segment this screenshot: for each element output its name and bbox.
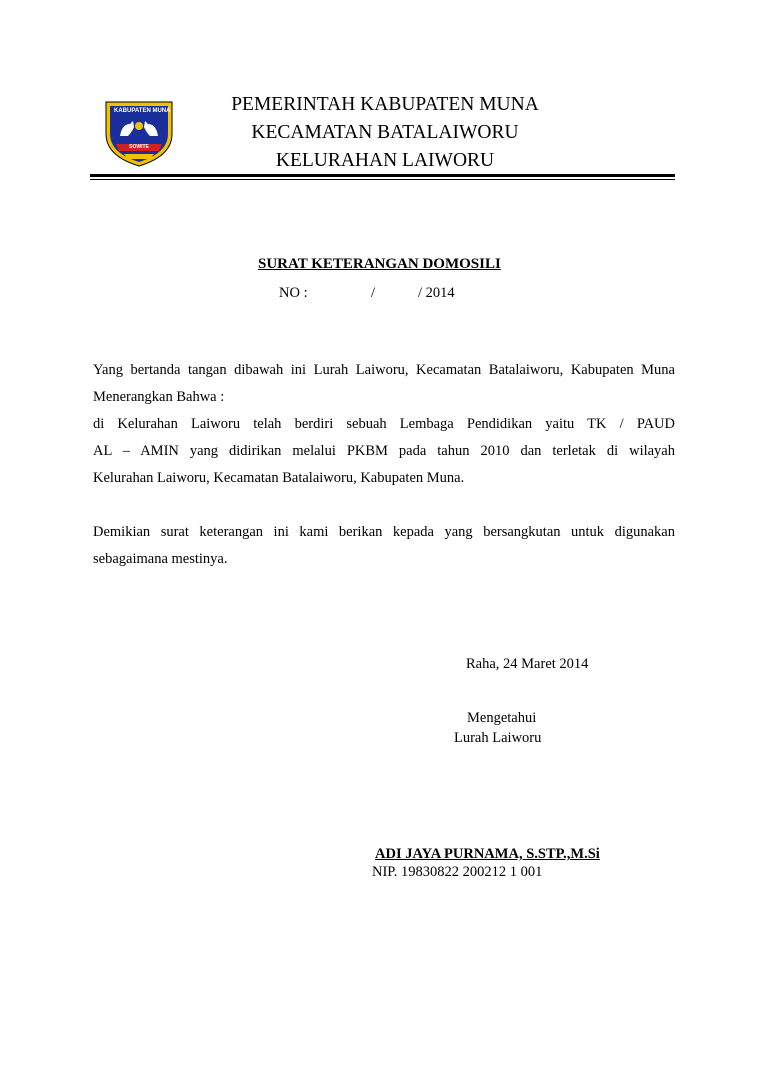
number-label: NO : — [279, 285, 308, 301]
stating-line: Menerangkan Bahwa : — [93, 389, 225, 405]
letterhead-government: PEMERINTAH KABUPATEN MUNA — [231, 94, 539, 115]
letterhead-village: KELURAHAN LAIWORU — [275, 150, 495, 171]
number-separator-1: / — [371, 285, 376, 301]
letterhead-divider-thick — [90, 174, 675, 177]
closing-line-1: Demikian surat keterangan ini kami berikan kepada yang bersangkutan untuk digunakan — [93, 524, 675, 540]
statement-line-2: AL – AMIN yang didirikan melalui PKBM pada tahun 2010 dan terletak di wilayah — [93, 443, 675, 459]
statement-line-3: Kelurahan Laiworu, Kecamatan Batalaiworu, Kabupaten Muna. — [93, 470, 465, 486]
statement-line-1: di Kelurahan Laiworu telah berdiri sebuah Lembaga Pendidikan yaitu TK / PAUD — [93, 416, 675, 432]
signer-nip: NIP. 19830822 200212 1 001 — [372, 864, 543, 880]
logo-ribbon-text: SOWITE — [129, 144, 149, 150]
document-title: SURAT KETERANGAN DOMOSILI — [258, 256, 501, 272]
closing-line-2: sebagaimana mestinya. — [93, 551, 228, 567]
acknowledged-label: Mengetahui — [467, 710, 537, 726]
place-date: Raha, 24 Maret 2014 — [466, 656, 589, 672]
letterhead-divider-thin — [90, 179, 675, 180]
letterhead-district: KECAMATAN BATALAIWORU — [251, 122, 519, 143]
logo-banner-text: KABUPATEN MUNA — [114, 108, 171, 114]
opening-line: Yang bertanda tangan dibawah ini Lurah Laiworu, Kecamatan Batalaiworu, Kabupaten Muna — [93, 362, 675, 378]
signer-name: ADI JAYA PURNAMA, S.STP.,M.Si — [375, 846, 600, 862]
number-year: / 2014 — [418, 285, 455, 301]
signer-position: Lurah Laiworu — [454, 730, 542, 746]
